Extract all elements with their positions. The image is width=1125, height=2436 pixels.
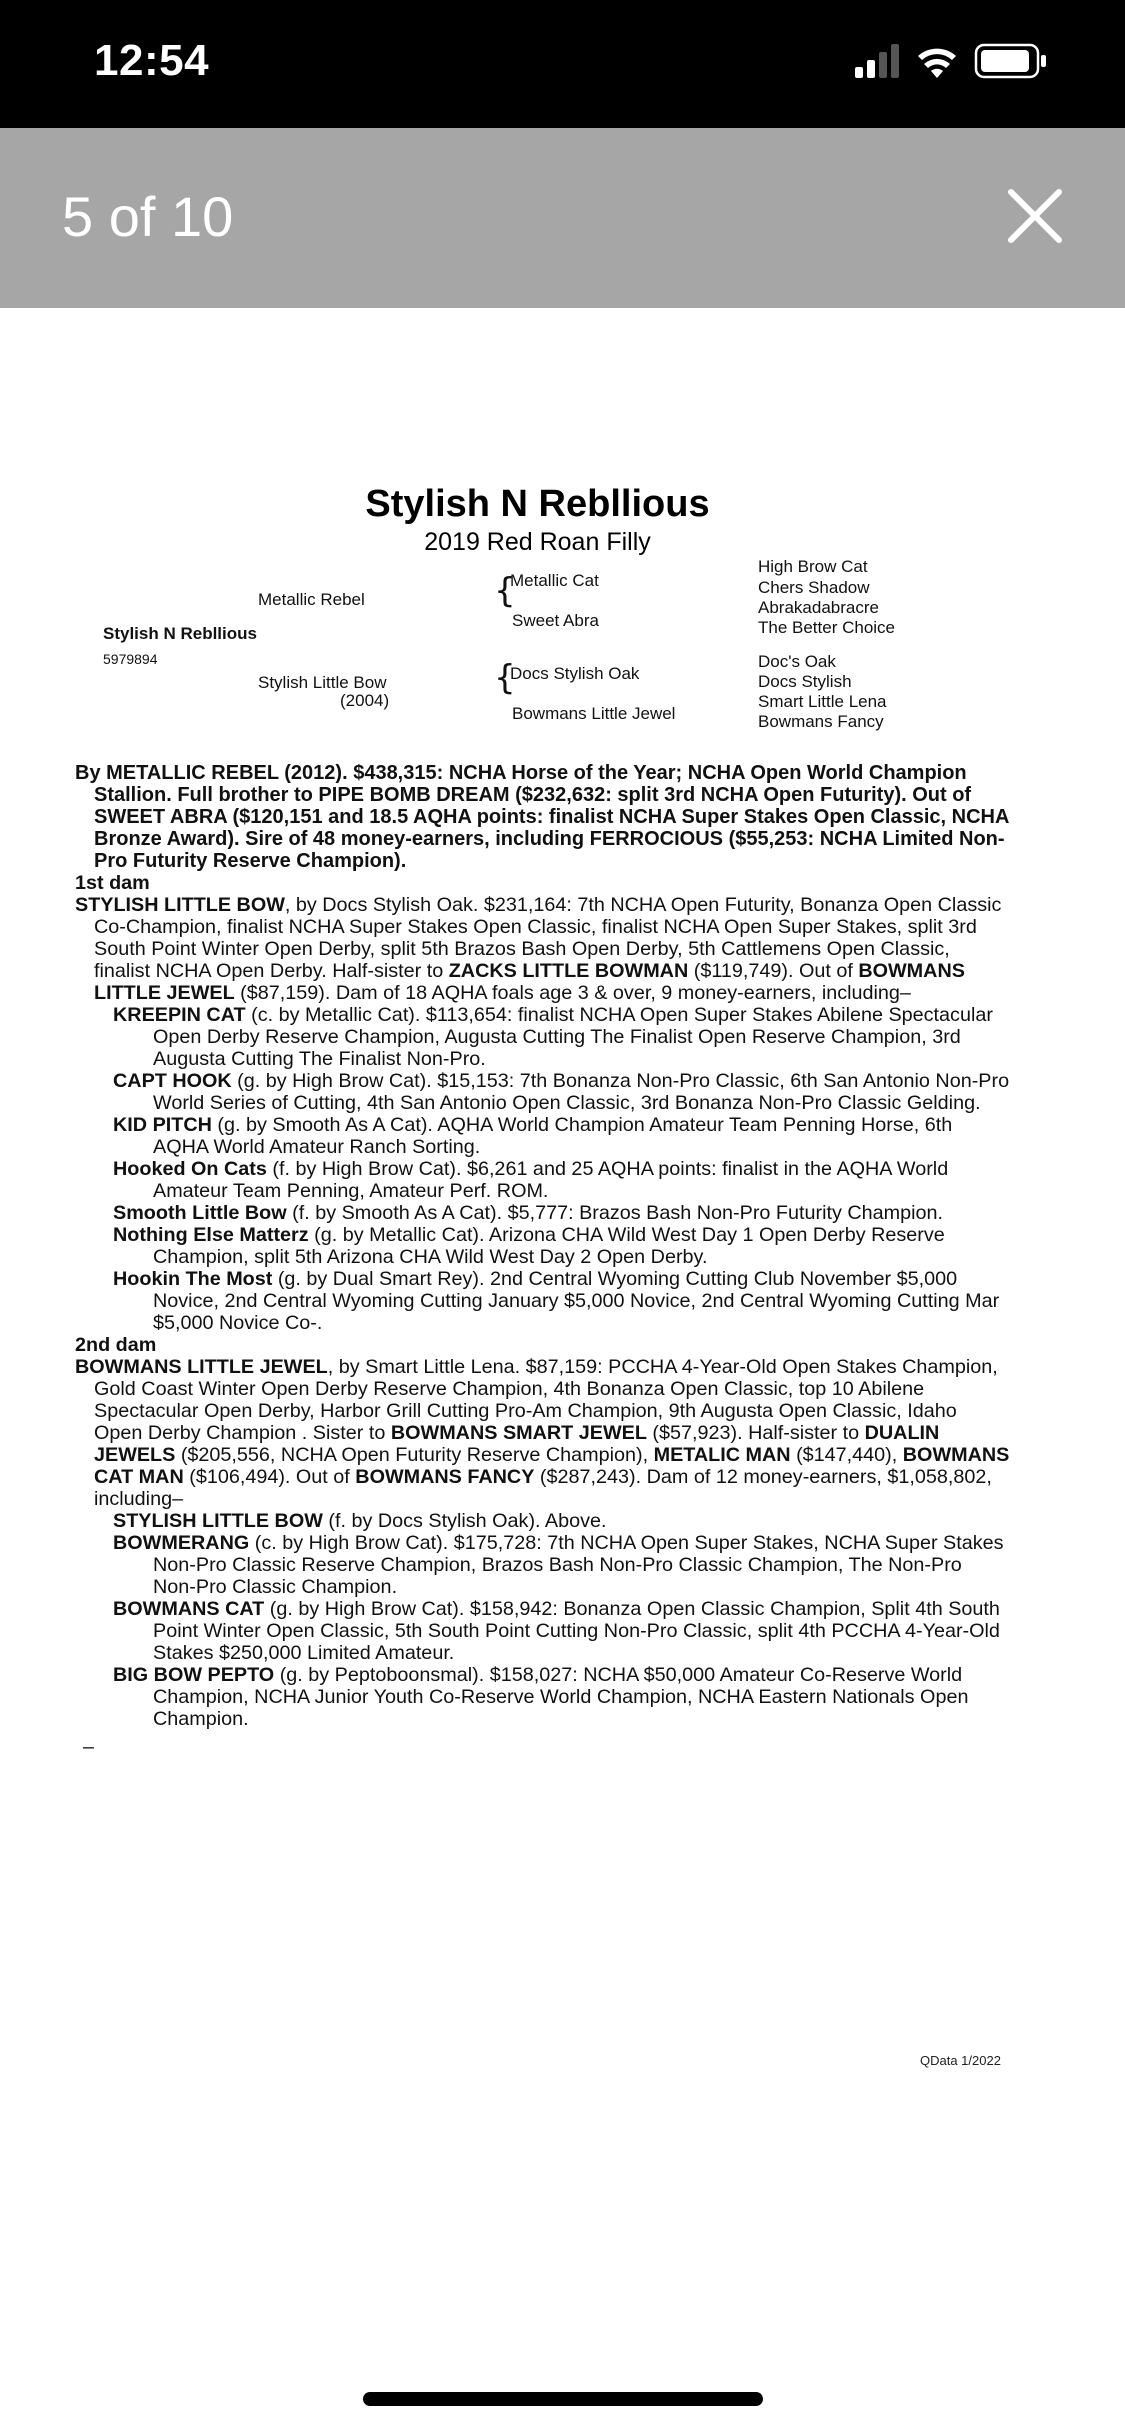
pedigree-dam-sire: Docs Stylish Oak [510, 664, 640, 683]
status-time: 12:54 [94, 36, 210, 85]
second-dam-name: BOWMANS LITTLE JEWEL [75, 1356, 328, 1378]
first-dam-heading: 1st dam [75, 872, 150, 894]
sire-paragraph: By METALLIC REBEL (2012). $438,315: NCHA Horse of the Year; NCHA Open World Champion Stallion. Full brother to PIPE BOMB DREAM ($232,632: split 3rd NCHA Open Futurity). Out of SWEET ABRA ($120,151 and 18.5 AQHA points: finalist NCHA Super Stakes Open Classic, NCHA Bronze Award). Sire of 48 money-earners, including FERROCIOUS ($55,253: NCHA Limited Non-Pro Futurity Reserve Champion). [75, 762, 1009, 872]
battery-icon [976, 45, 1046, 77]
second-dam-text2: ($57,923). Half-sister to [646, 1422, 865, 1444]
second-dam-half3: BOWMANS CAT MAN [94, 1444, 1010, 1488]
pedigree-dam-dam: Bowmans Little Jewel [512, 704, 676, 723]
produce-name: CAPT HOOK [113, 1070, 232, 1092]
produce-entry [75, 1598, 1010, 1664]
second-dam-sibling: BOWMANS SMART JEWEL [390, 1422, 647, 1444]
pedigree-sire: Metallic Rebel [258, 590, 365, 609]
second-dam-text4: ($147,440), [790, 1444, 903, 1466]
produce-entry [75, 1202, 1010, 1224]
produce-text: (f. by Docs Stylish Oak). Above. [322, 1510, 607, 1532]
produce-text: (g. by Smooth As A Cat). AQHA World Champion Amateur Team Penning Horse, 6th AQHA World Amateur Ranch Sorting. [153, 1114, 953, 1158]
produce-entry [75, 1664, 1010, 1730]
second-dam-paragraph [75, 1356, 1010, 1510]
produce-text: (f. by High Brow Cat). $6,261 and 25 AQHA points: finalist in the AQHA World Amateur Team Penning, Amateur Perf. ROM. [153, 1158, 949, 1202]
produce-entry [75, 1158, 1010, 1202]
document-subtitle: 2019 Red Roan Filly [424, 528, 651, 556]
produce-name: BOWMERANG [113, 1532, 250, 1554]
first-dam-text3: ($87,159). Dam of 18 AQHA foals age 3 & over, 9 money-earners, including– [234, 982, 911, 1004]
produce-name: BOWMANS CAT [113, 1598, 265, 1620]
status-bar [0, 0, 1125, 128]
pedigree-g8: Bowmans Fancy [758, 712, 884, 731]
close-icon[interactable] [1005, 186, 1065, 246]
produce-name: BIG BOW PEPTO [113, 1664, 275, 1686]
home-indicator[interactable] [363, 2392, 763, 2406]
produce-entry [75, 1532, 1010, 1598]
viewer-header [0, 128, 1125, 308]
first-dam-sibling: ZACKS LITTLE BOWMAN [448, 960, 689, 982]
pedigree-g4: The Better Choice [758, 618, 896, 637]
produce-text: (c. by High Brow Cat). $175,728: 7th NCHA Open Super Stakes, NCHA Super Stakes Non-Pro Classic Reserve Champion, Brazos Bash Non-Pro Classic Champion, The Non-Pro Non-Pro Classic Champion. [153, 1532, 1004, 1598]
produce-text: (g. by Peptoboonsmal). $158,027: NCHA $50,000 Amateur Co-Reserve World Champion, NCHA Junior Youth Co-Reserve World Champion, NCHA Eastern Nationals Open Champion. [153, 1664, 969, 1730]
produce-name: Nothing Else Matterz [113, 1224, 309, 1246]
pedigree-g3: Abrakadabracre [758, 598, 879, 617]
wifi-icon [918, 49, 956, 78]
produce-entry [75, 1004, 1010, 1070]
pedigree-dam: Stylish Little Bow [258, 673, 387, 692]
produce-name: Hookin The Most [113, 1268, 273, 1290]
produce-name: KID PITCH [113, 1114, 212, 1136]
cellular-signal-icon [855, 44, 899, 78]
pedigree-reg-number: 5979894 [103, 651, 158, 667]
produce-entry [75, 1268, 1010, 1334]
brace-dam: { [494, 658, 516, 698]
status-icons [855, 40, 1065, 80]
pedigree-g6: Docs Stylish [758, 672, 852, 691]
first-dam-text: , by Docs Stylish Oak. $231,164: 7th NCHA Open Futurity, Bonanza Open Classic Co-Champion, finalist NCHA Super Stakes Open Classic, finalist NCHA Open Super Stakes, split 3rd South Point Winter Open Derby, split 5th Brazos Bash Open Derby, 5th Cattlemens Open Classic, finalist NCHA Open Derby. Half-sister to [94, 894, 1002, 982]
produce-entry [75, 1070, 1010, 1114]
produce-text: (g. by High Brow Cat). $15,153: 7th Bonanza Non-Pro Classic, 6th San Antonio Non-Pro World Series of Cutting, 4th San Antonio Open Classic, 3rd Bonanza Non-Pro Classic Gelding. [153, 1070, 1010, 1114]
produce-name: STYLISH LITTLE BOW [113, 1510, 323, 1532]
produce-name: KREEPIN CAT [113, 1004, 246, 1026]
produce-text: (g. by High Brow Cat). $158,942: Bonanza Open Classic Champion, Split 4th South Point Winter Open Classic, 5th South Point Cutting Non-Pro Classic, split 4th PCCHA 4-Year-Old Stakes $250,000 Limited Amateur. [153, 1598, 1000, 1664]
produce-text: (c. by Metallic Cat). $113,654: finalist NCHA Open Super Stakes Abilene Spectacular Open Derby Reserve Champion, Augusta Cutting The Finalist Open Reserve Champion, 3rd Augusta Cutting The Finalist Non-Pro. [153, 1004, 993, 1070]
produce-text: (f. by Smooth As A Cat). $5,777: Brazos Bash Non-Pro Futurity Champion. [286, 1202, 944, 1224]
first-dam-dam: BOWMANS LITTLE JEWEL [94, 960, 965, 1004]
footer-reference: QData 1/2022 [920, 2053, 1001, 2068]
brace-sire: { [494, 571, 516, 611]
produce-text: (g. by Metallic Cat). Arizona CHA Wild West Day 1 Open Derby Reserve Champion, split 5th Arizona CHA Wild West Day 2 Open Derby. [153, 1224, 945, 1268]
produce-name: Hooked On Cats [113, 1158, 267, 1180]
first-dam-paragraph [75, 894, 1010, 1004]
second-dam-text: , by Smart Little Lena. $87,159: PCCHA 4-Year-Old Open Stakes Champion, Gold Coast Winter Open Derby Reserve Champion, 4th Bonanza Open Classic, top 10 Abilene Spectacular Open Derby, Harbor Grill Cutting Pro-Am Champion, 9th Augusta Open Classic, Idaho Open Derby Champion . Sister to [94, 1356, 998, 1444]
pedigree-sire-dam: Sweet Abra [512, 611, 599, 630]
produce-text: (g. by Dual Smart Rey). 2nd Central Wyoming Cutting Club November $5,000 Novice, 2nd Central Wyoming Cutting January $5,000 Novice, 2nd Central Wyoming Cutting Mar $5,000 Novice Co-. [153, 1268, 1000, 1334]
second-dam-text5: ($106,494). Out of [183, 1466, 356, 1488]
produce-entry [75, 1224, 1010, 1268]
trailing-dash: – [83, 1736, 95, 1758]
produce-entry [75, 1114, 1010, 1158]
pedigree-g2: Chers Shadow [758, 578, 870, 597]
pedigree-g7: Smart Little Lena [758, 692, 887, 711]
second-dam-half1: DUALIN JEWELS [94, 1422, 940, 1466]
second-dam-text3: ($205,556, NCHA Open Futurity Reserve Champion), [175, 1444, 654, 1466]
second-dam-dam: BOWMANS FANCY [355, 1466, 535, 1488]
document-page [0, 308, 1125, 2338]
first-dam-text2: ($119,749). Out of [688, 960, 859, 982]
second-dam-text6: ($287,243). Dam of 12 money-earners, $1,058,802, including– [94, 1466, 992, 1510]
document-title: Stylish N Rebllious [365, 483, 710, 525]
pedigree-horse: Stylish N Rebllious [103, 624, 257, 643]
first-dam-name: STYLISH LITTLE BOW [75, 894, 285, 916]
second-dam-half2: METALIC MAN [653, 1444, 791, 1466]
produce-entry [75, 1510, 1010, 1532]
second-dam-heading: 2nd dam [75, 1334, 157, 1356]
page-counter: 5 of 10 [62, 185, 234, 248]
pedigree-dam-year: (2004) [340, 691, 390, 710]
produce-name: Smooth Little Bow [113, 1202, 287, 1224]
pedigree-g1: High Brow Cat [758, 557, 868, 576]
pedigree-sire-sire: Metallic Cat [510, 571, 599, 590]
document-body [75, 762, 1010, 1758]
pedigree-g5: Doc's Oak [758, 652, 836, 671]
